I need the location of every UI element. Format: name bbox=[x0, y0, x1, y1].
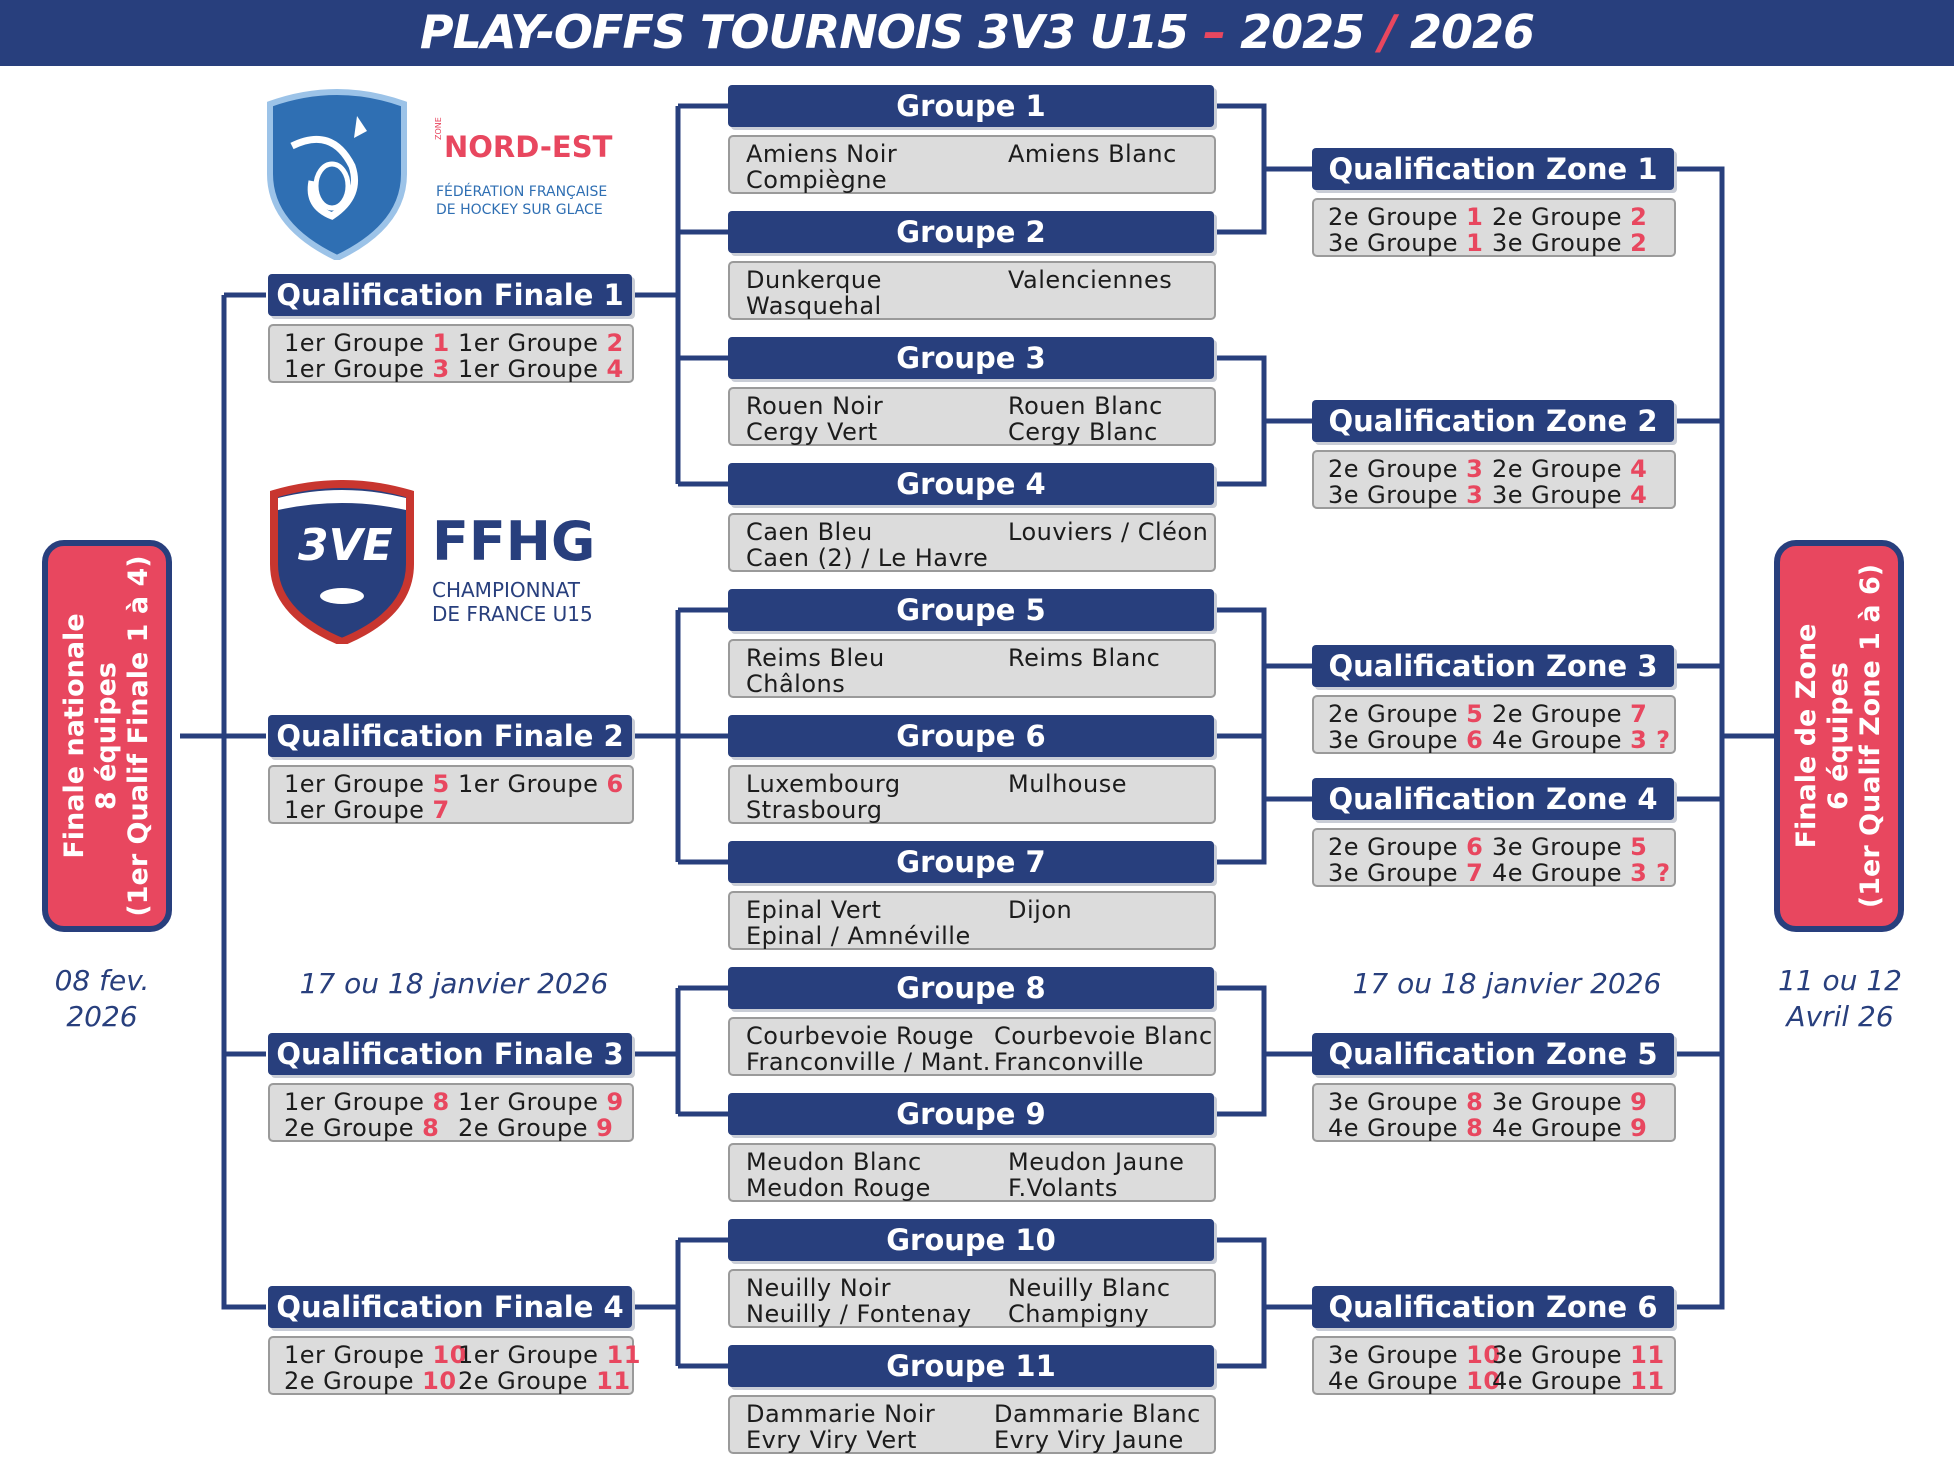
qf4-connector bbox=[634, 1240, 728, 1366]
team-name: Luxembourg bbox=[746, 770, 901, 798]
seed-number: 5 bbox=[432, 770, 450, 798]
seed-number: 1 bbox=[1466, 203, 1484, 231]
team-name: Rouen Noir bbox=[746, 392, 884, 420]
seed-number: 10 bbox=[432, 1341, 467, 1369]
qual-finale-3-entries bbox=[268, 1083, 634, 1142]
seed-number: 8 bbox=[1466, 1088, 1484, 1116]
seed-number: 3 bbox=[432, 355, 450, 383]
shield-hockey-icon bbox=[262, 86, 412, 260]
seed-entry bbox=[284, 355, 450, 383]
team-name: Mulhouse bbox=[1008, 770, 1127, 798]
team-name: Meudon Rouge bbox=[746, 1174, 931, 1202]
qual-zone-1-entries bbox=[1312, 198, 1676, 257]
seed-label: 4e Groupe bbox=[1492, 1114, 1631, 1142]
seed-entry bbox=[458, 329, 624, 357]
seed-number: 2 bbox=[606, 329, 624, 357]
ffhg-name: FFHG bbox=[432, 510, 596, 573]
qual-zone-6-header: Qualification Zone 6 bbox=[1312, 1286, 1674, 1328]
title-dash: – bbox=[1203, 5, 1226, 59]
team-name: Caen Bleu bbox=[746, 518, 873, 546]
seed-label: 1er Groupe bbox=[458, 1088, 607, 1116]
group-11-header: Groupe 11 bbox=[728, 1345, 1214, 1387]
qf2-connector bbox=[634, 610, 728, 862]
qual-zone-4-header: Qualification Zone 4 bbox=[1312, 778, 1674, 820]
seed-entry bbox=[1328, 229, 1483, 257]
seed-number: 5 bbox=[1466, 700, 1484, 728]
team-name: Meudon Blanc bbox=[746, 1148, 922, 1176]
finale-zone-title: Finale de Zone bbox=[1791, 623, 1822, 849]
seed-number: 8 bbox=[422, 1114, 440, 1142]
team-name: Franconville bbox=[994, 1048, 1144, 1076]
nordest-name: NORD-EST bbox=[444, 130, 613, 164]
seed-label: 3e Groupe bbox=[1492, 1341, 1631, 1369]
seed-entry bbox=[458, 1341, 641, 1369]
seed-number: 3 ? bbox=[1630, 726, 1671, 754]
qz2-connector bbox=[1216, 358, 1312, 484]
qual-finale-3-header: Qualification Finale 3 bbox=[268, 1033, 632, 1075]
seed-entry bbox=[1328, 1088, 1483, 1116]
finale-zone-note: (1er Qualif Zone 1 à 6) bbox=[1855, 563, 1886, 909]
seed-label: 2e Groupe bbox=[1328, 833, 1467, 861]
seed-label: 3e Groupe bbox=[1492, 229, 1631, 257]
seed-label: 1er Groupe bbox=[458, 770, 607, 798]
seed-label: 3e Groupe bbox=[1492, 1088, 1631, 1116]
seed-label: 3e Groupe bbox=[1328, 481, 1467, 509]
team-name: Neuilly Blanc bbox=[1008, 1274, 1171, 1302]
seed-number: 7 bbox=[432, 796, 450, 824]
nordest-line2: DE HOCKEY SUR GLACE bbox=[436, 202, 603, 218]
team-name: Châlons bbox=[746, 670, 846, 698]
team-name: Cergy Blanc bbox=[1008, 418, 1158, 446]
seed-label: 1er Groupe bbox=[284, 770, 433, 798]
finale-zone-date: 11 ou 12 Avril 26 bbox=[1778, 964, 1902, 1033]
group-6-teams bbox=[728, 765, 1216, 824]
group-11-teams bbox=[728, 1395, 1216, 1454]
team-name: Epinal Vert bbox=[746, 896, 882, 924]
team-name: Wasquehal bbox=[746, 292, 882, 320]
team-name: Courbevoie Rouge bbox=[746, 1022, 974, 1050]
seed-number: 7 bbox=[1466, 859, 1484, 887]
seed-label: 2e Groupe bbox=[458, 1367, 597, 1395]
group-5-teams bbox=[728, 639, 1216, 698]
seed-number: 8 bbox=[1466, 1114, 1484, 1142]
team-name: F.Volants bbox=[1008, 1174, 1118, 1202]
seed-label: 3e Groupe bbox=[1328, 726, 1467, 754]
seed-entry bbox=[284, 796, 450, 824]
group-7-header: Groupe 7 bbox=[728, 841, 1214, 883]
seed-label: 1er Groupe bbox=[284, 1341, 433, 1369]
seed-number: 7 bbox=[1630, 700, 1648, 728]
seed-number: 5 bbox=[1630, 833, 1648, 861]
seed-label: 4e Groupe bbox=[1492, 859, 1631, 887]
seed-label: 1er Groupe bbox=[284, 355, 433, 383]
team-name: Strasbourg bbox=[746, 796, 883, 824]
team-name: Meudon Jaune bbox=[1008, 1148, 1185, 1176]
seed-number: 4 bbox=[1630, 481, 1648, 509]
group-3-teams bbox=[728, 387, 1216, 446]
seed-entry bbox=[458, 1088, 624, 1116]
seed-number: 4 bbox=[1630, 455, 1648, 483]
finale-zone-teams: 6 équipes bbox=[1823, 662, 1854, 811]
seed-entry bbox=[1492, 833, 1647, 861]
qf1-connector bbox=[634, 106, 728, 484]
seed-label: 3e Groupe bbox=[1492, 833, 1631, 861]
qual-finale-4-entries bbox=[268, 1336, 641, 1395]
qual-zone-3-entries bbox=[1312, 695, 1676, 754]
group-4-teams bbox=[728, 513, 1216, 572]
seed-label: 4e Groupe bbox=[1328, 1367, 1467, 1395]
team-name: Courbevoie Blanc bbox=[994, 1022, 1213, 1050]
qualif-finale-date: 17 ou 18 janvier 2026 bbox=[299, 967, 609, 1000]
seed-number: 6 bbox=[606, 770, 624, 798]
group-2-header: Groupe 2 bbox=[728, 211, 1214, 253]
seed-entry bbox=[1328, 700, 1483, 728]
seed-entry bbox=[284, 770, 450, 798]
seed-label: 2e Groupe bbox=[1328, 455, 1467, 483]
seed-label: 2e Groupe bbox=[1492, 203, 1631, 231]
seed-entry bbox=[1328, 859, 1483, 887]
seed-number: 9 bbox=[1630, 1088, 1648, 1116]
team-name: Reims Bleu bbox=[746, 644, 885, 672]
seed-label: 3e Groupe bbox=[1328, 859, 1467, 887]
group-10-header: Groupe 10 bbox=[728, 1219, 1214, 1261]
seed-entry bbox=[284, 329, 450, 357]
seed-entry bbox=[1328, 726, 1483, 754]
seed-number: 6 bbox=[1466, 833, 1484, 861]
seed-entry bbox=[284, 1114, 439, 1142]
group-1-header: Groupe 1 bbox=[728, 85, 1214, 127]
team-name: Valenciennes bbox=[1008, 266, 1173, 294]
seed-number: 4 bbox=[606, 355, 624, 383]
seed-label: 3e Groupe bbox=[1328, 229, 1467, 257]
seed-entry bbox=[284, 1088, 450, 1116]
seed-entry bbox=[458, 1114, 613, 1142]
ffhg-emblem: 3VE bbox=[298, 520, 393, 571]
team-name: Compiègne bbox=[746, 166, 888, 194]
seed-entry bbox=[1492, 726, 1671, 754]
title-year-end: 2026 bbox=[1410, 5, 1535, 59]
team-name: Neuilly / Fontenay bbox=[746, 1300, 972, 1328]
group-6-header: Groupe 6 bbox=[728, 715, 1214, 757]
qual-zone-2-header: Qualification Zone 2 bbox=[1312, 400, 1674, 442]
seed-label: 3e Groupe bbox=[1492, 481, 1631, 509]
finale-nationale-panel bbox=[42, 540, 172, 932]
team-name: Cergy Vert bbox=[746, 418, 878, 446]
seed-entry bbox=[1492, 700, 1647, 728]
seed-number: 9 bbox=[596, 1114, 614, 1142]
seed-entry bbox=[458, 355, 624, 383]
seed-entry bbox=[1492, 1367, 1665, 1395]
seed-entry bbox=[458, 770, 624, 798]
seed-number: 10 bbox=[422, 1367, 457, 1395]
seed-entry bbox=[1328, 455, 1483, 483]
seed-number: 6 bbox=[1466, 726, 1484, 754]
finale-nationale-teams: 8 équipes bbox=[91, 662, 122, 811]
seed-entry bbox=[1492, 455, 1647, 483]
seed-number: 9 bbox=[1630, 1114, 1648, 1142]
seed-entry bbox=[1492, 203, 1647, 231]
seed-number: 10 bbox=[1466, 1341, 1501, 1369]
seed-label: 1er Groupe bbox=[458, 329, 607, 357]
seed-label: 1er Groupe bbox=[458, 1341, 607, 1369]
seed-label: 2e Groupe bbox=[1492, 455, 1631, 483]
seed-entry bbox=[458, 1367, 631, 1395]
qz6-connector bbox=[1216, 1240, 1312, 1366]
seed-label: 2e Groupe bbox=[284, 1114, 423, 1142]
seed-number: 2 bbox=[1630, 229, 1648, 257]
finale-nationale-note: (1er Qualif Finale 1 à 4) bbox=[123, 555, 154, 917]
seed-entry bbox=[1492, 859, 1671, 887]
qz5-connector bbox=[1216, 988, 1312, 1114]
team-name: Dunkerque bbox=[746, 266, 882, 294]
group-9-teams bbox=[728, 1143, 1216, 1202]
title-slash: / bbox=[1379, 5, 1396, 59]
seed-label: 2e Groupe bbox=[458, 1114, 597, 1142]
qual-zone-3-header: Qualification Zone 3 bbox=[1312, 645, 1674, 687]
group-5-header: Groupe 5 bbox=[728, 589, 1214, 631]
qual-zone-4-entries bbox=[1312, 828, 1676, 887]
team-name: Dijon bbox=[1008, 896, 1073, 924]
seed-entry bbox=[284, 1367, 457, 1395]
seed-entry bbox=[284, 1341, 467, 1369]
group-3-header: Groupe 3 bbox=[728, 337, 1214, 379]
team-name: Franconville / Mant. bbox=[746, 1048, 991, 1076]
qual-finale-1-entries bbox=[268, 324, 634, 383]
seed-label: 4e Groupe bbox=[1492, 726, 1631, 754]
seed-label: 1er Groupe bbox=[284, 329, 433, 357]
seed-entry bbox=[1492, 1088, 1647, 1116]
seed-label: 2e Groupe bbox=[1328, 203, 1467, 231]
seed-entry bbox=[1328, 481, 1483, 509]
seed-number: 3 bbox=[1466, 481, 1484, 509]
qual-finale-1-header: Qualification Finale 1 bbox=[268, 274, 632, 316]
nordest-zone-label: ZONE bbox=[434, 117, 443, 140]
team-name: Rouen Blanc bbox=[1008, 392, 1163, 420]
team-name: Epinal / Amnéville bbox=[746, 922, 971, 950]
qual-zone-2-entries bbox=[1312, 450, 1676, 509]
team-name: Dammarie Noir bbox=[746, 1400, 936, 1428]
group-4-header: Groupe 4 bbox=[728, 463, 1214, 505]
team-name: Neuilly Noir bbox=[746, 1274, 891, 1302]
qual-finale-4-header: Qualification Finale 4 bbox=[268, 1286, 632, 1328]
qf3-connector bbox=[634, 988, 728, 1114]
seed-entry bbox=[1328, 1114, 1483, 1142]
seed-label: 2e Groupe bbox=[284, 1367, 423, 1395]
group-1-teams bbox=[728, 135, 1216, 194]
seed-number: 8 bbox=[432, 1088, 450, 1116]
finale-zone-connector bbox=[1676, 169, 1776, 1307]
seed-number: 3 bbox=[1466, 455, 1484, 483]
seed-number: 1 bbox=[1466, 229, 1484, 257]
group-7-teams bbox=[728, 891, 1216, 950]
group-2-teams bbox=[728, 261, 1216, 320]
nordest-line1: FÉDÉRATION FRANÇAISE bbox=[436, 184, 608, 200]
finale-nationale-title: Finale nationale bbox=[59, 613, 90, 859]
qual-finale-2-entries bbox=[268, 765, 634, 824]
seed-entry bbox=[1492, 1341, 1665, 1369]
nord-est-logo bbox=[262, 86, 613, 264]
team-name: Evry Viry Vert bbox=[746, 1426, 917, 1454]
seed-number: 11 bbox=[1630, 1367, 1665, 1395]
seed-entry bbox=[1492, 229, 1647, 257]
finale-nationale-connector bbox=[180, 295, 266, 1307]
seed-label: 1er Groupe bbox=[458, 355, 607, 383]
qualif-zone-date: 17 ou 18 janvier 2026 bbox=[1352, 967, 1662, 1000]
seed-label: 2e Groupe bbox=[1492, 700, 1631, 728]
qual-zone-1-header: Qualification Zone 1 bbox=[1312, 148, 1674, 190]
qz1-connector bbox=[1216, 106, 1312, 232]
seed-number: 1 bbox=[432, 329, 450, 357]
seed-label: 3e Groupe bbox=[1328, 1341, 1467, 1369]
title-main: PLAY-OFFS TOURNOIS 3V3 U15 bbox=[419, 5, 1189, 59]
qual-zone-6-entries bbox=[1312, 1336, 1676, 1395]
seed-label: 4e Groupe bbox=[1328, 1114, 1467, 1142]
qual-finale-2-header: Qualification Finale 2 bbox=[268, 715, 632, 757]
group-10-teams bbox=[728, 1269, 1216, 1328]
seed-number: 11 bbox=[1630, 1341, 1665, 1369]
seed-number: 10 bbox=[1466, 1367, 1501, 1395]
qual-zone-5-entries bbox=[1312, 1083, 1676, 1142]
seed-entry bbox=[1328, 203, 1483, 231]
ffhg-logo bbox=[268, 480, 596, 648]
qz3-4-connector bbox=[1216, 610, 1312, 862]
seed-entry bbox=[1328, 1367, 1501, 1395]
seed-number: 11 bbox=[596, 1367, 631, 1395]
seed-label: 1er Groupe bbox=[284, 1088, 433, 1116]
qual-zone-5-header: Qualification Zone 5 bbox=[1312, 1033, 1674, 1075]
team-name: Dammarie Blanc bbox=[994, 1400, 1201, 1428]
team-name: Amiens Blanc bbox=[1008, 140, 1177, 168]
seed-label: 3e Groupe bbox=[1328, 1088, 1467, 1116]
team-name: Louviers / Cléon bbox=[1008, 518, 1209, 546]
seed-entry bbox=[1328, 833, 1483, 861]
team-name: Champigny bbox=[1008, 1300, 1150, 1328]
finale-nationale-date: 08 fev. 2026 bbox=[54, 964, 150, 1033]
seed-entry bbox=[1328, 1341, 1501, 1369]
ffhg-line2: DE FRANCE U15 bbox=[432, 602, 593, 626]
seed-number: 9 bbox=[606, 1088, 624, 1116]
team-name: Amiens Noir bbox=[746, 140, 898, 168]
seed-number: 3 ? bbox=[1630, 859, 1671, 887]
seed-entry bbox=[1492, 481, 1647, 509]
team-name: Caen (2) / Le Havre bbox=[746, 544, 989, 572]
finale-zone-panel bbox=[1774, 540, 1904, 932]
group-8-header: Groupe 8 bbox=[728, 967, 1214, 1009]
seed-number: 2 bbox=[1630, 203, 1648, 231]
seed-number: 11 bbox=[606, 1341, 641, 1369]
group-9-header: Groupe 9 bbox=[728, 1093, 1214, 1135]
ffhg-line1: CHAMPIONNAT bbox=[432, 578, 580, 602]
seed-label: 1er Groupe bbox=[284, 796, 433, 824]
seed-label: 4e Groupe bbox=[1492, 1367, 1631, 1395]
team-name: Evry Viry Jaune bbox=[994, 1426, 1184, 1454]
team-name: Reims Blanc bbox=[1008, 644, 1161, 672]
seed-label: 2e Groupe bbox=[1328, 700, 1467, 728]
group-8-teams bbox=[728, 1017, 1216, 1076]
title-year-start: 2025 bbox=[1240, 5, 1365, 59]
seed-entry bbox=[1492, 1114, 1647, 1142]
